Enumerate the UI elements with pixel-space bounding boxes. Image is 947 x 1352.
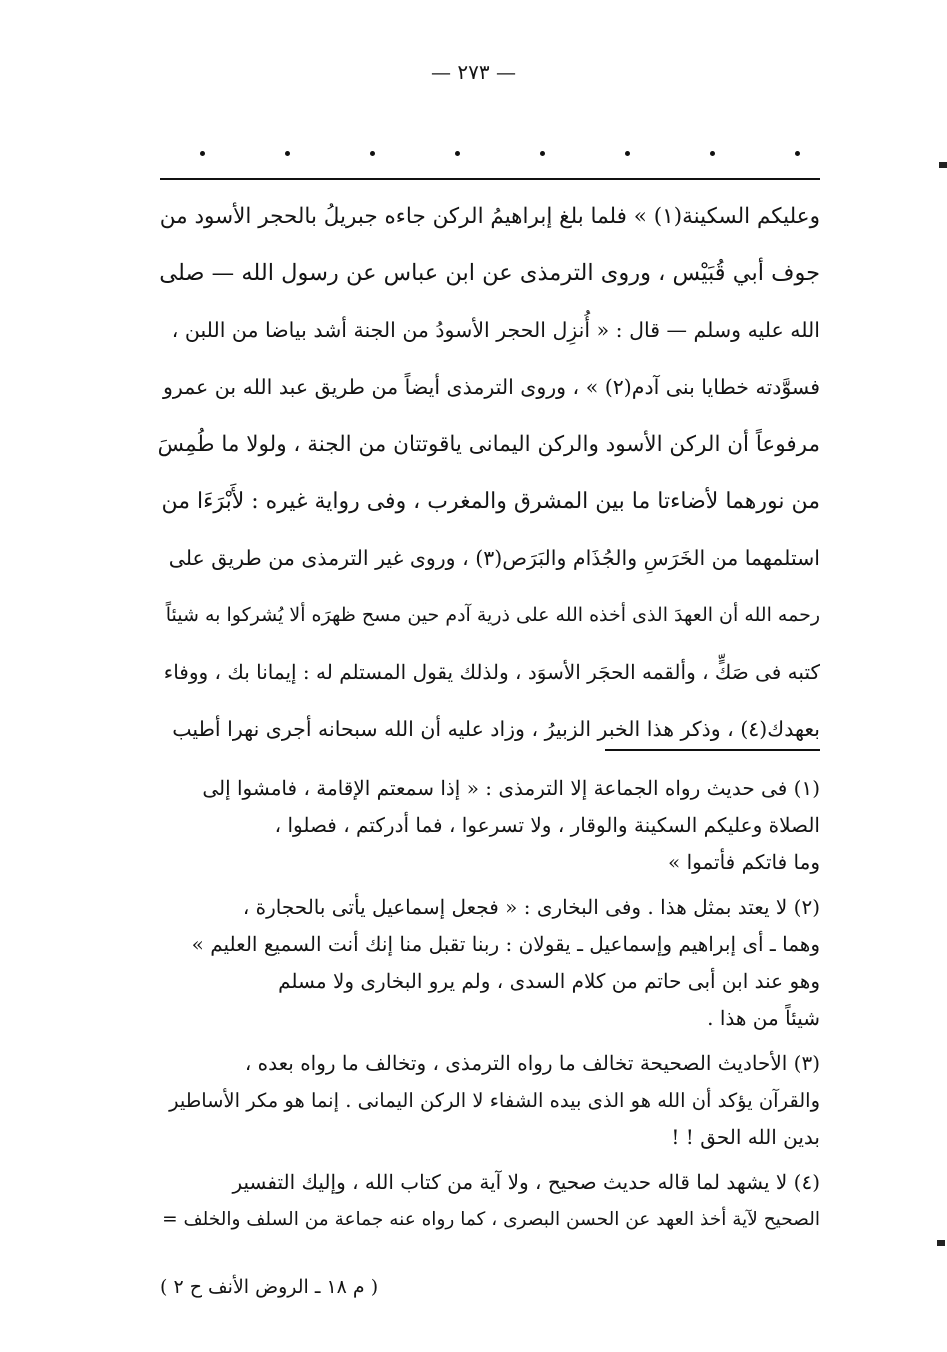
footnote-4	[156, 1164, 820, 1238]
footnote-3	[156, 1045, 820, 1156]
scan-edge-mark	[937, 1240, 945, 1246]
ornament-dot	[710, 151, 715, 156]
text-line: بعهدك(٤) ، وذكر هذا الخبر الزبيرُ ، وزاد عليه أن الله سبحانه أجرى نهرا أطيب	[172, 717, 820, 741]
text-line: كتبه فى صَكٍّ ، وألقمه الحجَر الأسوَد ، ولذلك يقول المستلم له : إيمانا بك ، ووفاء	[163, 660, 820, 684]
scan-edge-mark	[939, 162, 947, 168]
ornament-dot	[285, 151, 290, 156]
footnote-line: الصلاة وعليكم السكينة والوقار ، ولا تسرعوا ، فما أدركتم ، فصلوا ،	[274, 813, 820, 837]
footnote-line: (٢) لا يعتد بمثل هذا . وفى البخارى : « فجعل إسماعيل يأتى بالحجارة ،	[242, 895, 820, 919]
footnote-line: الصحيح لآية أخذ العهد عن الحسن البصرى ، كما رواه عنه جماعة من السلف والخلف =	[162, 1209, 820, 1230]
text-line: وعليكم السكينة(١) » فلما بلغ إبراهيمُ الركن جاءه جبريلُ بالحجر الأسود من	[159, 204, 820, 229]
footnote-line: وهو عند ابن أبى حاتم من كلام السدى ، ولم يرو البخارى ولا مسلم	[278, 969, 820, 993]
footnote-line: (٣) الأحاديث الصحيحة تخالف ما رواه الترمذى ، وتخالف ما رواه بعده ،	[244, 1051, 820, 1075]
text-line: فسوَّدته خطايا بنى آدم(٢) » ، وروى الترمذى أيضاً من طريق عبد الله بن عمرو	[163, 375, 820, 399]
text-line: رحمه الله أن العهدَ الذى أخذه الله على ذرية آدم حين مسح ظهرَه ألا يُشركوا به شيئاً	[165, 604, 820, 626]
footnote-line: وما فاتكم فأتموا »	[667, 850, 820, 874]
text-line: من نورهما لأضاءتا ما بين المشرق والمغرب ، وفى رواية غيره : لأَبْرَءَا من	[161, 489, 820, 514]
ornament-dots	[200, 146, 800, 160]
footnote-2	[156, 889, 820, 1037]
footnote-line: بدين الله الحق ! !	[671, 1125, 820, 1149]
header-rule	[160, 178, 820, 180]
footnote-line: شيئاً من هذا .	[707, 1006, 820, 1030]
page-number: — ٢٧٣ —	[431, 60, 516, 84]
footnotes	[156, 770, 820, 1246]
footnote-line: والقرآن يؤكد أن الله هو الذى بيده الشفاء لا الركن اليمانى . إنما هو مكر الأساطير	[169, 1089, 820, 1112]
ornament-dot	[625, 151, 630, 156]
text-line: مرفوعاً أن الركن الأسود والركن اليمانى ياقوتتان من الجنة ، ولولا ما طُمِسَ	[158, 432, 820, 457]
text-line: الله عليه وسلم — قال : « أُنزِل الحجر الأسودُ من الجنة أشد بياضا من اللبن ،	[171, 318, 820, 342]
ornament-dot	[795, 151, 800, 156]
text-line: جوف أبي قُبَيْس ، وروى الترمذى عن ابن عباس عن رسول الله — صلى	[159, 260, 820, 286]
ornament-dot	[540, 151, 545, 156]
footnote-line: (١) فى حديث رواه الجماعة إلا الترمذى : « إذا سمعتم الإقامة ، فامشوا إلى	[202, 776, 820, 800]
ornament-dot	[200, 151, 205, 156]
signature-mark: ( م ١٨ ـ الروض الأنف ح ٢ )	[160, 1276, 379, 1298]
ornament-dot	[370, 151, 375, 156]
footnote-1	[156, 770, 820, 881]
footnote-rule	[605, 749, 820, 751]
text-line: استلمهما من الخَرَسِ والجُذَام والبَرَص(٣) ، وروى غير الترمذى من طريق على	[168, 546, 820, 570]
footnote-line: وهما ـ أى إبراهيم وإسماعيل ـ يقولان : ربنا تقبل منا إنك أنت السميع العليم »	[191, 932, 820, 956]
footnote-line: (٤) لا يشهد لما قاله حديث صحيح ، ولا آية من كتاب الله ، وإليك التفسير	[232, 1170, 820, 1194]
ornament-dot	[455, 151, 460, 156]
main-text	[158, 188, 820, 758]
